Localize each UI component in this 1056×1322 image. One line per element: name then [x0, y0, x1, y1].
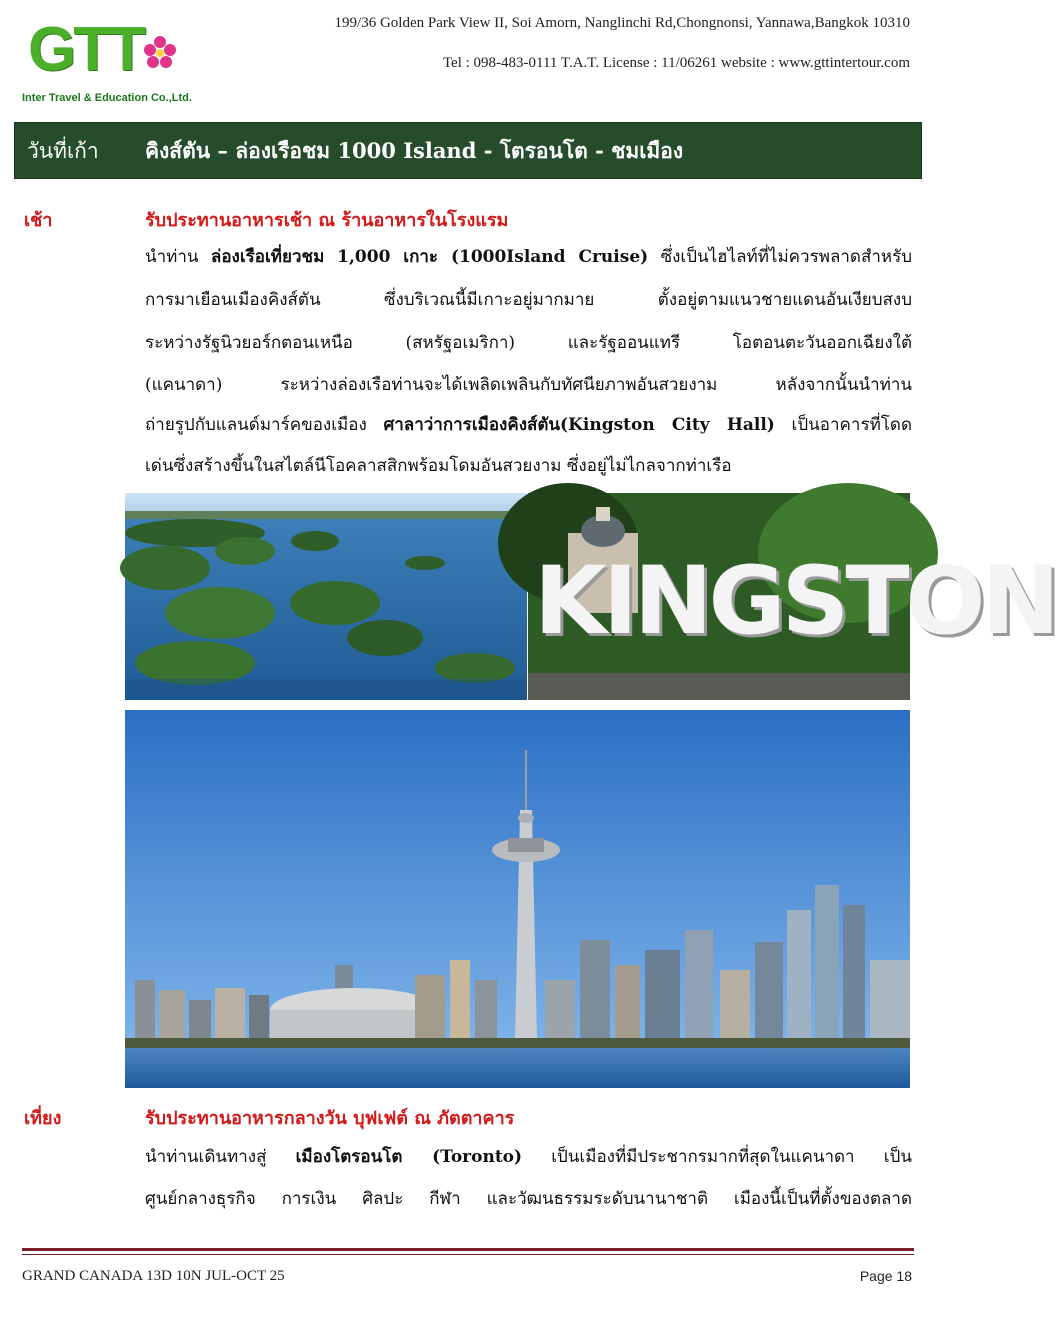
- logo-text: GTT: [28, 15, 143, 84]
- morning-line-1: นำท่าน ล่องเรือเที่ยวชม 1,000 เกาะ (1000Island Cruise) ซึ่งเป็นไฮไลท์ที่ไม่ควรพลาดสำหรับ: [145, 247, 912, 267]
- morning-line-4: (แคนาดา) ระหว่างล่องเรือท่านจะได้เพลิดเพลินกับทัศนียภาพอันสวยงาม หลังจากนั้นนำท่าน: [145, 375, 912, 395]
- morning-line-5: ถ่ายรูปกับแลนด์มาร์คของเมือง ศาลาว่าการเมืองคิงส์ตัน(Kingston City Hall) เป็นอาคารที่โดด: [145, 415, 912, 435]
- company-contact: Tel : 098-483-0111 T.A.T. License : 11/06261 website : www.gttintertour.com: [442, 55, 910, 71]
- kingston-sign-letters: KINGSTON: [534, 547, 1056, 656]
- lunch-line-1: นำท่านเดินทางสู่ เมืองโตรอนโต (Toronto) เป็นเมืองที่มีประชากรมากที่สุดในแคนาดา เป็น: [145, 1147, 912, 1167]
- morning-tag: เช้า: [24, 210, 53, 231]
- lunch-title: รับประทานอาหารกลางวัน บุฟเฟต์ ณ ภัตตาคาร: [145, 1108, 515, 1129]
- footer-divider: [22, 1248, 914, 1251]
- kingston-sign-photo: [528, 493, 1056, 700]
- day-label: วันที่เก้า: [27, 139, 99, 163]
- morning-title: รับประทานอาหารเช้า ณ ร้านอาหารในโรงแรม: [145, 210, 509, 231]
- lunch-tag: เที่ยง: [24, 1108, 62, 1129]
- city-hall-highlight: ศาลาว่าการเมืองคิงส์ตัน(Kingston City Hall): [383, 415, 775, 435]
- lunch-line-2: ศูนย์กลางธุรกิจ การเงิน ศิลปะ กีฬา และวัฒนธรรมระดับนานาชาติ เมืองนี้เป็นที่ตั้งของตลาด: [145, 1189, 912, 1209]
- company-address: 199/36 Golden Park View II, Soi Amorn, Nanglinchi Rd,Chongnonsi, Yannawa,Bangkok 10310: [334, 15, 910, 31]
- footer-program: GRAND CANADA 13D 10N JUL-OCT 25: [22, 1268, 285, 1284]
- day-title: คิงส์ตัน – ล่องเรือชม 1000 Island - โตรอนโต - ชมเมือง: [145, 138, 684, 163]
- logo-subtitle: Inter Travel & Education Co.,Ltd.: [22, 92, 192, 104]
- flower-icon: [140, 32, 180, 72]
- cruise-highlight: ล่องเรือเที่ยวชม 1,000 เกาะ (1000Island Cruise): [210, 247, 649, 267]
- footer-page-number: Page 18: [859, 1268, 912, 1284]
- toronto-skyline-photo: [125, 710, 910, 1088]
- toronto-highlight: เมืองโตรอนโต (Toronto): [295, 1147, 523, 1167]
- company-logo: [22, 14, 192, 112]
- morning-line-3: ระหว่างรัฐนิวยอร์กตอนเหนือ (สหรัฐอเมริกา) และรัฐออนแทรี โอตอนตะวันออกเฉียงใต้: [145, 333, 912, 353]
- thousand-islands-photo: [125, 493, 527, 700]
- morning-line-6: เด่นซึ่งสร้างขึ้นในสไตล์นีโอคลาสสิกพร้อมโดมอันสวยงาม ซึ่งอยู่ไม่ไกลจากท่าเรือ: [145, 456, 732, 476]
- morning-line-2: การมาเยือนเมืองคิงส์ตัน ซึ่งบริเวณนี้มีเกาะอยู่มากมาย ตั้งอยู่ตามแนวชายแดนอันเงียบสงบ: [145, 290, 912, 310]
- day-header-bar: [14, 122, 922, 179]
- footer-divider-thin: [22, 1254, 914, 1255]
